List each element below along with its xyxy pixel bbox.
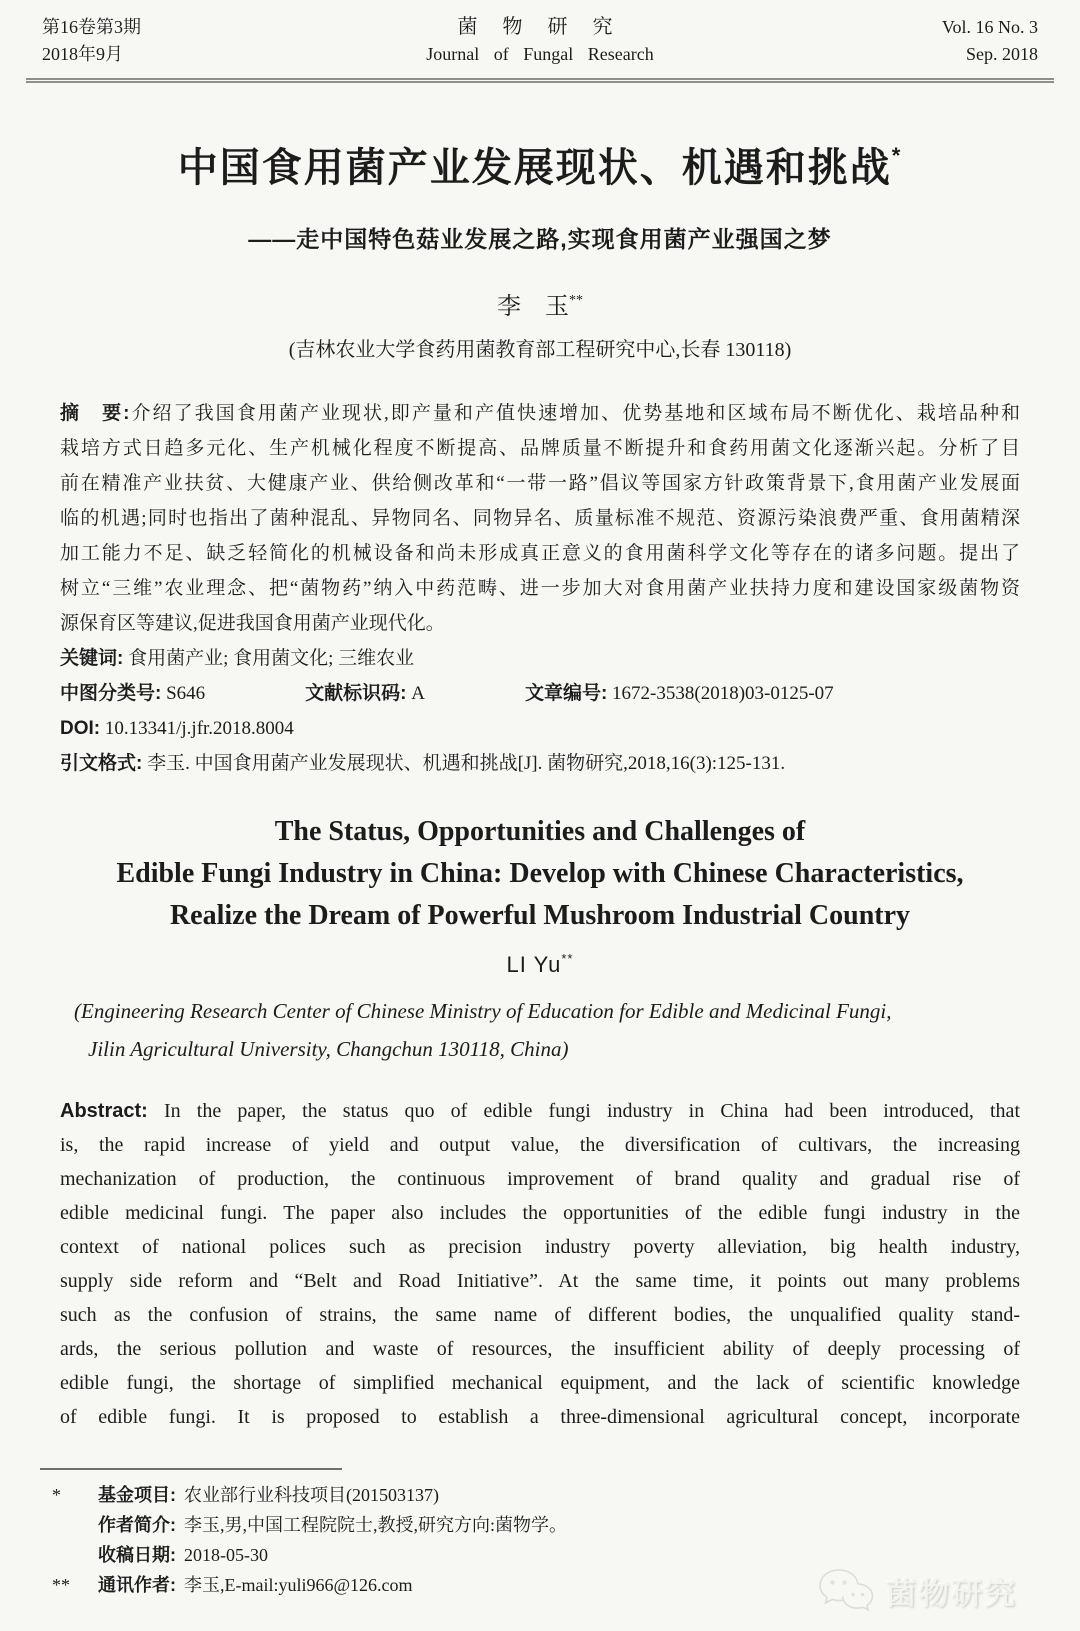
abstract-cn-line: 加工能力不足、缺乏轻简化的机械设备和尚未形成真正意义的食用菌科学文化等存在的诸多问题。提出了 [60, 543, 1020, 564]
affiliation-en-line: Jilin Agricultural University, Changchun 130118, China) [88, 1037, 569, 1061]
affiliation-en-line: (Engineering Research Center of Chinese Ministry of Education for Edible and Medicinal Fungi, [74, 999, 892, 1023]
abstract-en-line-text: In the paper, the status quo of edible fungi industry in China had been introduced, that [163, 1100, 1020, 1122]
abstract-en-line: such as the confusion of strains, the same name of different bodies, the unqualified quality stand- [60, 1304, 1020, 1326]
abstract-cn-label: 摘 要: [60, 403, 130, 424]
abstract-cn-line: 前在精准产业扶贫、大健康产业、供给侧改革和“一带一路”倡议等国家方针政策背景下,食用菌产业发展面 [60, 473, 1020, 494]
abstract-en-line: edible medicinal fungi. The paper also includes the opportunities of the edible fungi industry in the [60, 1202, 1020, 1224]
footnote-text-corresponding-author: 李玉,E-mail:yuli966@126.com [184, 1575, 413, 1595]
keywords-label: 关键词: [60, 648, 124, 669]
abstract-en-label: Abstract: [60, 1100, 148, 1122]
abstract-en-line [60, 1094, 1020, 1128]
volume-issue-cn: 第16卷第3期 [42, 17, 141, 37]
header-double-rule [26, 78, 1054, 83]
article-title-cn-text: 中国食用菌产业发展现状、机遇和挑战 [177, 146, 892, 190]
doc-code-label: 文献标识码: [305, 683, 407, 704]
doi-value: 10.13341/j.jfr.2018.8004 [104, 718, 294, 739]
footnote-marker [52, 1540, 98, 1570]
abstract-en-line: edible fungi, the shortage of simplified mechanical equipment, and the lack of scientific knowledge [60, 1372, 1020, 1394]
journal-name-cn: 菌 物 研 究 [457, 16, 623, 38]
author-cn [0, 286, 1080, 321]
author-name-cn: 李 玉 [497, 294, 569, 320]
doi-label: DOI: [60, 718, 101, 739]
article-title-en-line: Edible Fungi Industry in China: Develop with Chinese Characteristics, [116, 858, 964, 889]
doc-code-value: A [411, 683, 425, 704]
body-column [0, 396, 1080, 1434]
header-volume-issue-cn [42, 14, 232, 68]
article-title-en-line: The Status, Opportunities and Challenges of [274, 816, 806, 847]
footnote-label-author-bio: 作者简介: [98, 1515, 176, 1535]
author-en [60, 951, 1020, 978]
classification-row [60, 676, 1020, 711]
article-id-label: 文章编号: [524, 683, 608, 704]
footnote-label-fund: 基金项目: [98, 1485, 176, 1505]
footnote-text-fund: 农业部行业科技项目(201503137) [184, 1485, 439, 1505]
footnote-text-author-bio: 李玉,男,中国工程院院士,教授,研究方向:菌物学。 [184, 1515, 567, 1535]
footnote-divider [40, 1468, 342, 1470]
abstract-cn-line: 源保育区等建议,促进我国食用菌产业现代化。 [60, 613, 445, 634]
article-title-cn [0, 131, 1080, 193]
footnote-label-corresponding-author: 通讯作者: [98, 1575, 176, 1595]
citation-label: 引文格式: [60, 753, 143, 774]
article-id-value: 1672-3538(2018)03-0125-07 [612, 683, 834, 704]
wechat-chat-bubbles-icon [814, 1567, 876, 1615]
watermark-text: 菌物研究 [886, 1578, 1018, 1611]
date-cn: 2018年9月 [42, 44, 123, 64]
abstract-cn [60, 396, 1020, 641]
footnote-text-received-date: 2018-05-30 [184, 1545, 268, 1565]
doi-line [60, 711, 1020, 746]
journal-header [0, 0, 1080, 68]
citation-text: 李玉. 中国食用菌产业发展现状、机遇和挑战[J]. 菌物研究,2018,16(3):125-131. [147, 753, 786, 774]
article-title-en-line: Realize the Dream of Powerful Mushroom Industrial Country [169, 900, 911, 931]
journal-name-block [232, 14, 848, 68]
doc-code-segment [305, 676, 425, 711]
keywords-line [60, 641, 1020, 676]
footnote-row-received-date [52, 1540, 1080, 1570]
article-subtitle-cn: ——走中国特色菇业发展之路,实现食用菌产业强国之梦 [248, 226, 832, 252]
date-en: Sep. 2018 [966, 44, 1038, 64]
abstract-cn-line-text: 介绍了我国食用菌产业现状,即产量和产值快速增加、优势基地和区域布局不断优化、栽培品种和 [129, 403, 1020, 424]
journal-name-en: Journal of Fungal Research [426, 44, 654, 64]
header-volume-issue-en [848, 14, 1038, 68]
author-name-en: LI Yu [506, 952, 562, 977]
article-title-en [60, 811, 1020, 937]
citation-line [60, 746, 1020, 781]
abstract-cn-line: 树立“三维”农业理念、把“菌物药”纳入中药范畴、进一步加大对食用菌产业扶持力度和建设国家级菌物资 [60, 578, 1020, 599]
abstract-en-line: context of national polices such as precision industry poverty alleviation, big health industry, [60, 1236, 1020, 1258]
abstract-cn-line: 栽培方式日趋多元化、生产机械化程度不断提高、品牌质量不断提升和食药用菌文化逐渐兴起。分析了目 [60, 438, 1020, 459]
footnote-marker: ** [52, 1575, 70, 1595]
abstract-en-line: is, the rapid increase of yield and output value, the diversification of cultivars, the increasing [60, 1134, 1020, 1156]
keywords-text: 食用菌产业; 食用菌文化; 三维农业 [128, 648, 415, 669]
footnote-row-fund [52, 1480, 1080, 1510]
clc-value: S646 [166, 683, 206, 704]
author-footnote-marker: ** [569, 293, 583, 308]
footnote-label-received-date: 收稿日期: [98, 1545, 176, 1565]
abstract-en-line: of edible fungi. It is proposed to establish a three-dimensional agricultural concept, incorporate [60, 1406, 1020, 1428]
affiliation-en [60, 992, 1020, 1068]
abstract-en [60, 1094, 1020, 1434]
abstract-en-line: ards, the serious pollution and waste of resources, the insufficient ability of deeply processing of [60, 1338, 1020, 1360]
footnote-row-author-bio [52, 1510, 1080, 1540]
abstract-en-line: mechanization of production, the continuous improvement of brand quality and gradual rise of [60, 1168, 1020, 1190]
abstract-en-line: supply side reform and “Belt and Road Initiative”. At the same time, it points out many problems [60, 1270, 1020, 1292]
clc-label: 中图分类号: [60, 683, 162, 704]
title-footnote-marker: * [891, 143, 903, 168]
article-id-segment [525, 676, 834, 711]
journal-watermark [814, 1567, 1018, 1615]
volume-issue-en: Vol. 16 No. 3 [941, 17, 1038, 37]
clc-segment [60, 676, 205, 711]
author-en-footnote-marker: ** [561, 951, 574, 966]
footnote-marker [52, 1510, 98, 1540]
affiliation-cn: (吉林农业大学食药用菌教育部工程研究中心,长春 130118) [288, 339, 792, 361]
footnote-marker: * [52, 1485, 61, 1505]
abstract-cn-line: 临的机遇;同时也指出了菌种混乱、异物同名、同物异名、质量标准不规范、资源污染浪费严重、食用菌精深 [60, 508, 1020, 529]
abstract-cn-line [60, 396, 1020, 431]
